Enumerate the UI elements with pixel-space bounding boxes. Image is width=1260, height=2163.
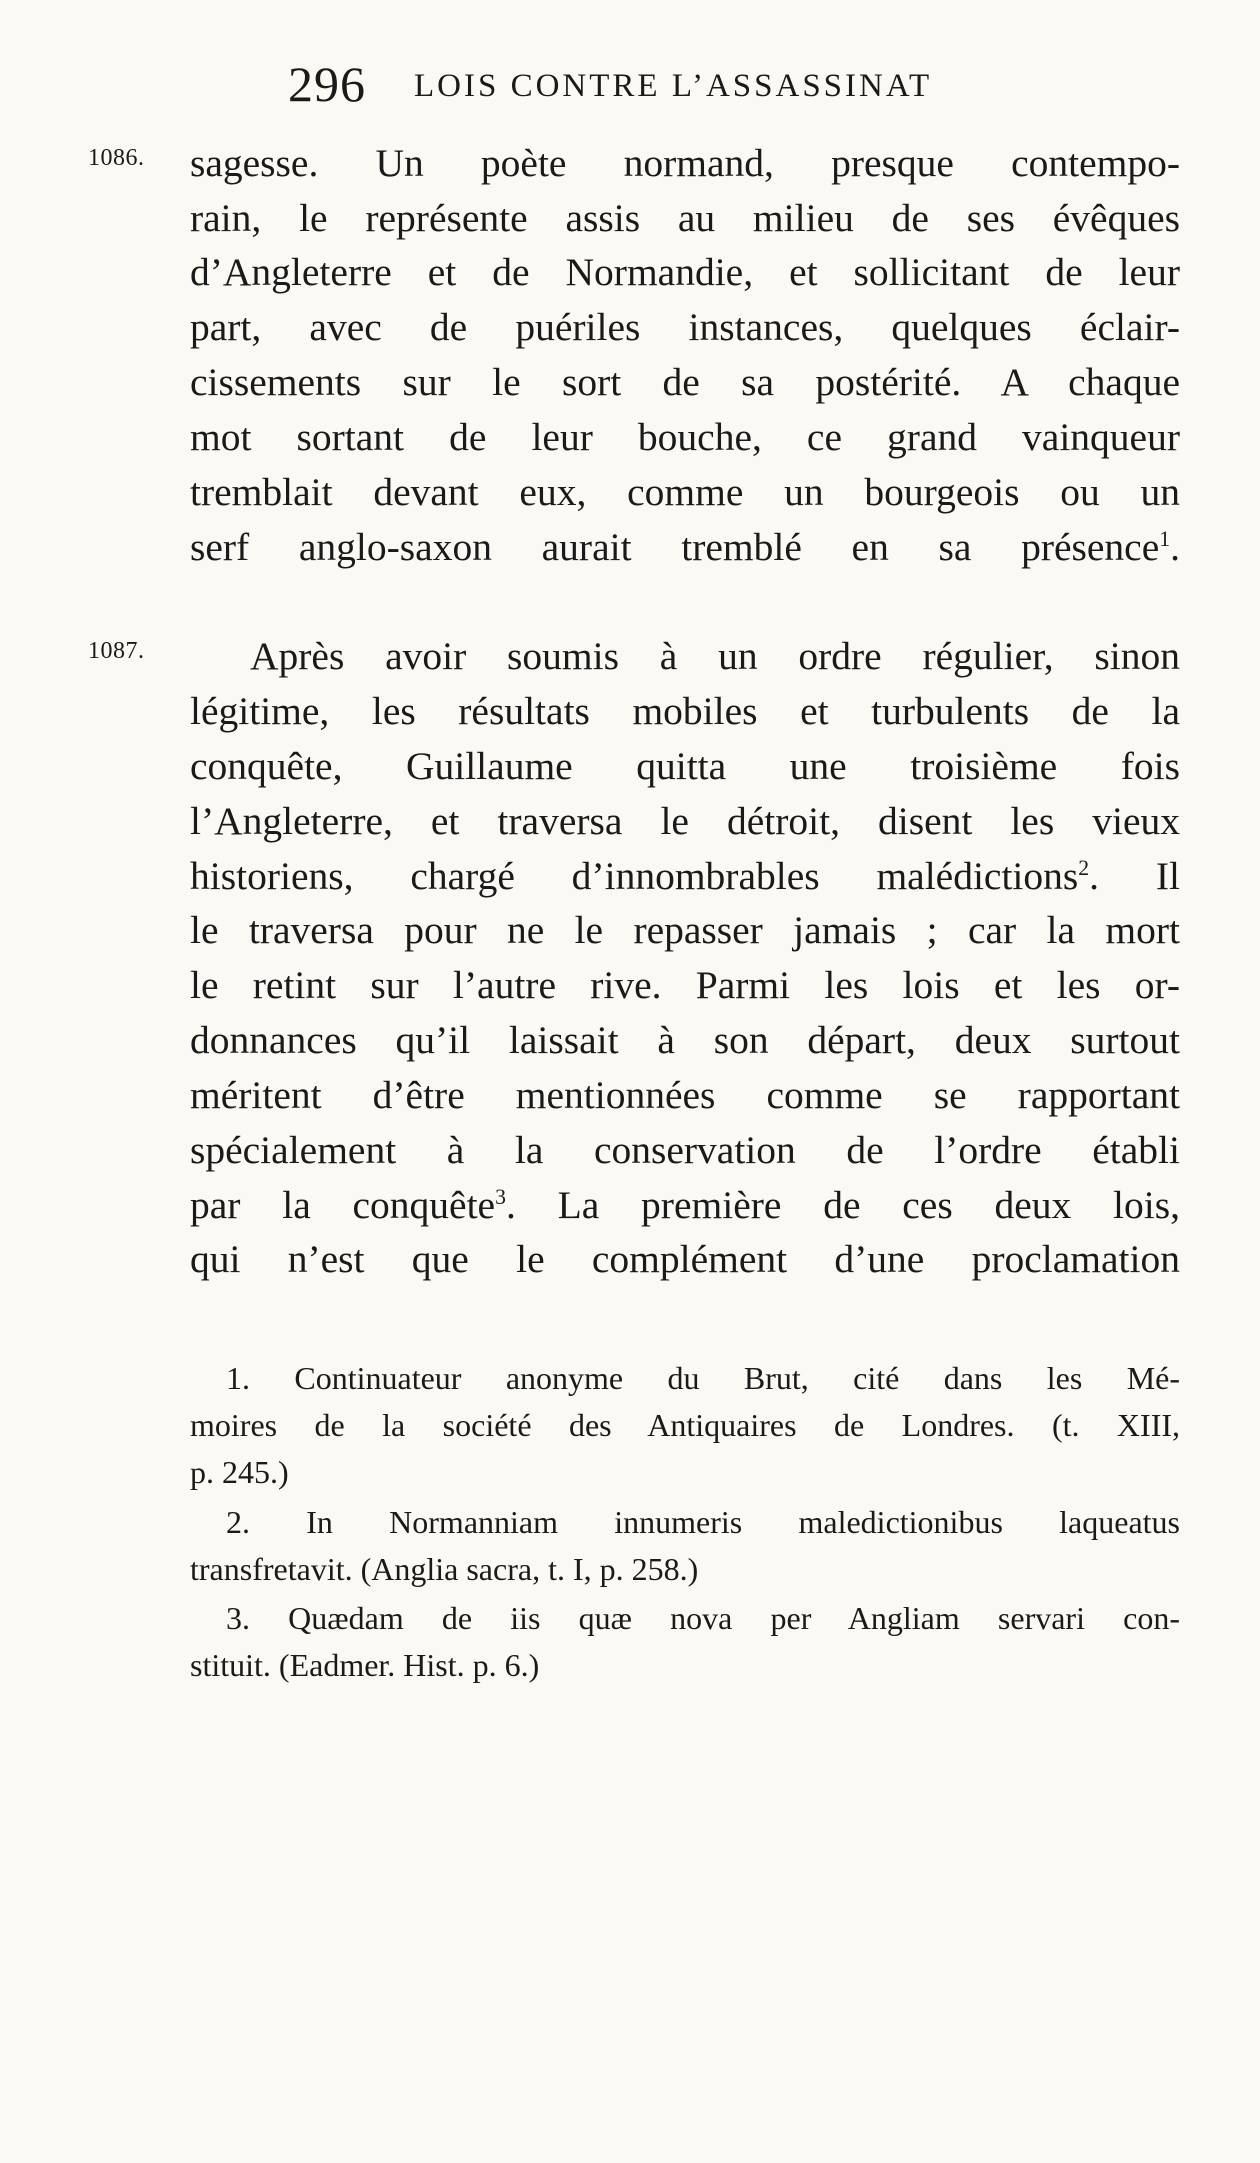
- body-line: sagesse. Un poète normand, presque contempo-: [190, 141, 1180, 185]
- note-reference: 3: [495, 1184, 506, 1209]
- margin-year-1086: 1086.: [88, 145, 145, 171]
- body-line: cissements sur le sort de sa postérité. A chaque: [190, 360, 1180, 404]
- footnote-line: stituit. (Eadmer. Hist. p. 6.): [190, 1647, 540, 1683]
- footnote-line: 2. In Normanniam innumeris maledictionibus laqueatus: [226, 1504, 1180, 1540]
- body-line: d’Angleterre et de Normandie, et sollicitant de leur: [190, 250, 1180, 294]
- footnote-line: p. 245.): [190, 1454, 289, 1490]
- body-line: Après avoir soumis à un ordre régulier, sinon: [250, 634, 1180, 678]
- body-line-end: .: [1170, 525, 1180, 569]
- body-line-end: . La première de ces deux lois,: [505, 1183, 1180, 1227]
- body-line: rain, le représente assis au milieu de ses évêques: [190, 196, 1180, 240]
- body-line: le traversa pour ne le repasser jamais ; car la mort: [190, 908, 1180, 952]
- body-line: [190, 521, 1180, 573]
- page-number: 296: [288, 56, 366, 112]
- body-line: méritent d’être mentionnées comme se rapportant: [190, 1073, 1180, 1117]
- body-line-end: . Il: [1089, 854, 1180, 898]
- body-line: qui n’est que le complément d’une proclamation: [190, 1237, 1180, 1281]
- footnote-line: 3. Quædam de iis quæ nova per Angliam servari con-: [226, 1600, 1180, 1636]
- body-line: l’Angleterre, et traversa le détroit, disent les vieux: [190, 799, 1180, 843]
- body-line-text: par la conquête: [190, 1183, 496, 1227]
- body-line-text: historiens, chargé d’innombrables malédictions: [190, 854, 1079, 898]
- body-line: [190, 1179, 1180, 1231]
- body-line: légitime, les résultats mobiles et turbulents de la: [190, 689, 1180, 733]
- page-header: [288, 54, 1108, 114]
- body-line: le retint sur l’autre rive. Parmi les lois et les or-: [190, 963, 1180, 1007]
- body-line: part, avec de puériles instances, quelques éclair-: [190, 305, 1180, 349]
- body-line: donnances qu’il laissait à son départ, deux surtout: [190, 1018, 1180, 1062]
- body-line: conquête, Guillaume quitta une troisième fois: [190, 744, 1180, 788]
- body-line: mot sortant de leur bouche, ce grand vainqueur: [190, 415, 1180, 459]
- running-head: LOIS CONTRE L’ASSASSINAT: [414, 68, 933, 104]
- margin-year-1087: 1087.: [88, 638, 145, 664]
- note-reference: 2: [1078, 855, 1090, 880]
- footnote-line: transfretavit. (Anglia sacra, t. I, p. 258.): [190, 1551, 699, 1587]
- body-line: [190, 850, 1180, 902]
- note-reference: 1: [1159, 526, 1171, 551]
- footnote-line: moires de la société des Antiquaires de Londres. (t. XIII,: [190, 1407, 1180, 1443]
- footnote-line: 1. Continuateur anonyme du Brut, cité dans les Mé-: [226, 1360, 1180, 1396]
- body-line-text: serf anglo-saxon aurait tremblé en sa présence: [190, 525, 1160, 569]
- body-line: spécialement à la conservation de l’ordre établi: [190, 1128, 1180, 1172]
- body-line: tremblait devant eux, comme un bourgeois ou un: [190, 470, 1180, 514]
